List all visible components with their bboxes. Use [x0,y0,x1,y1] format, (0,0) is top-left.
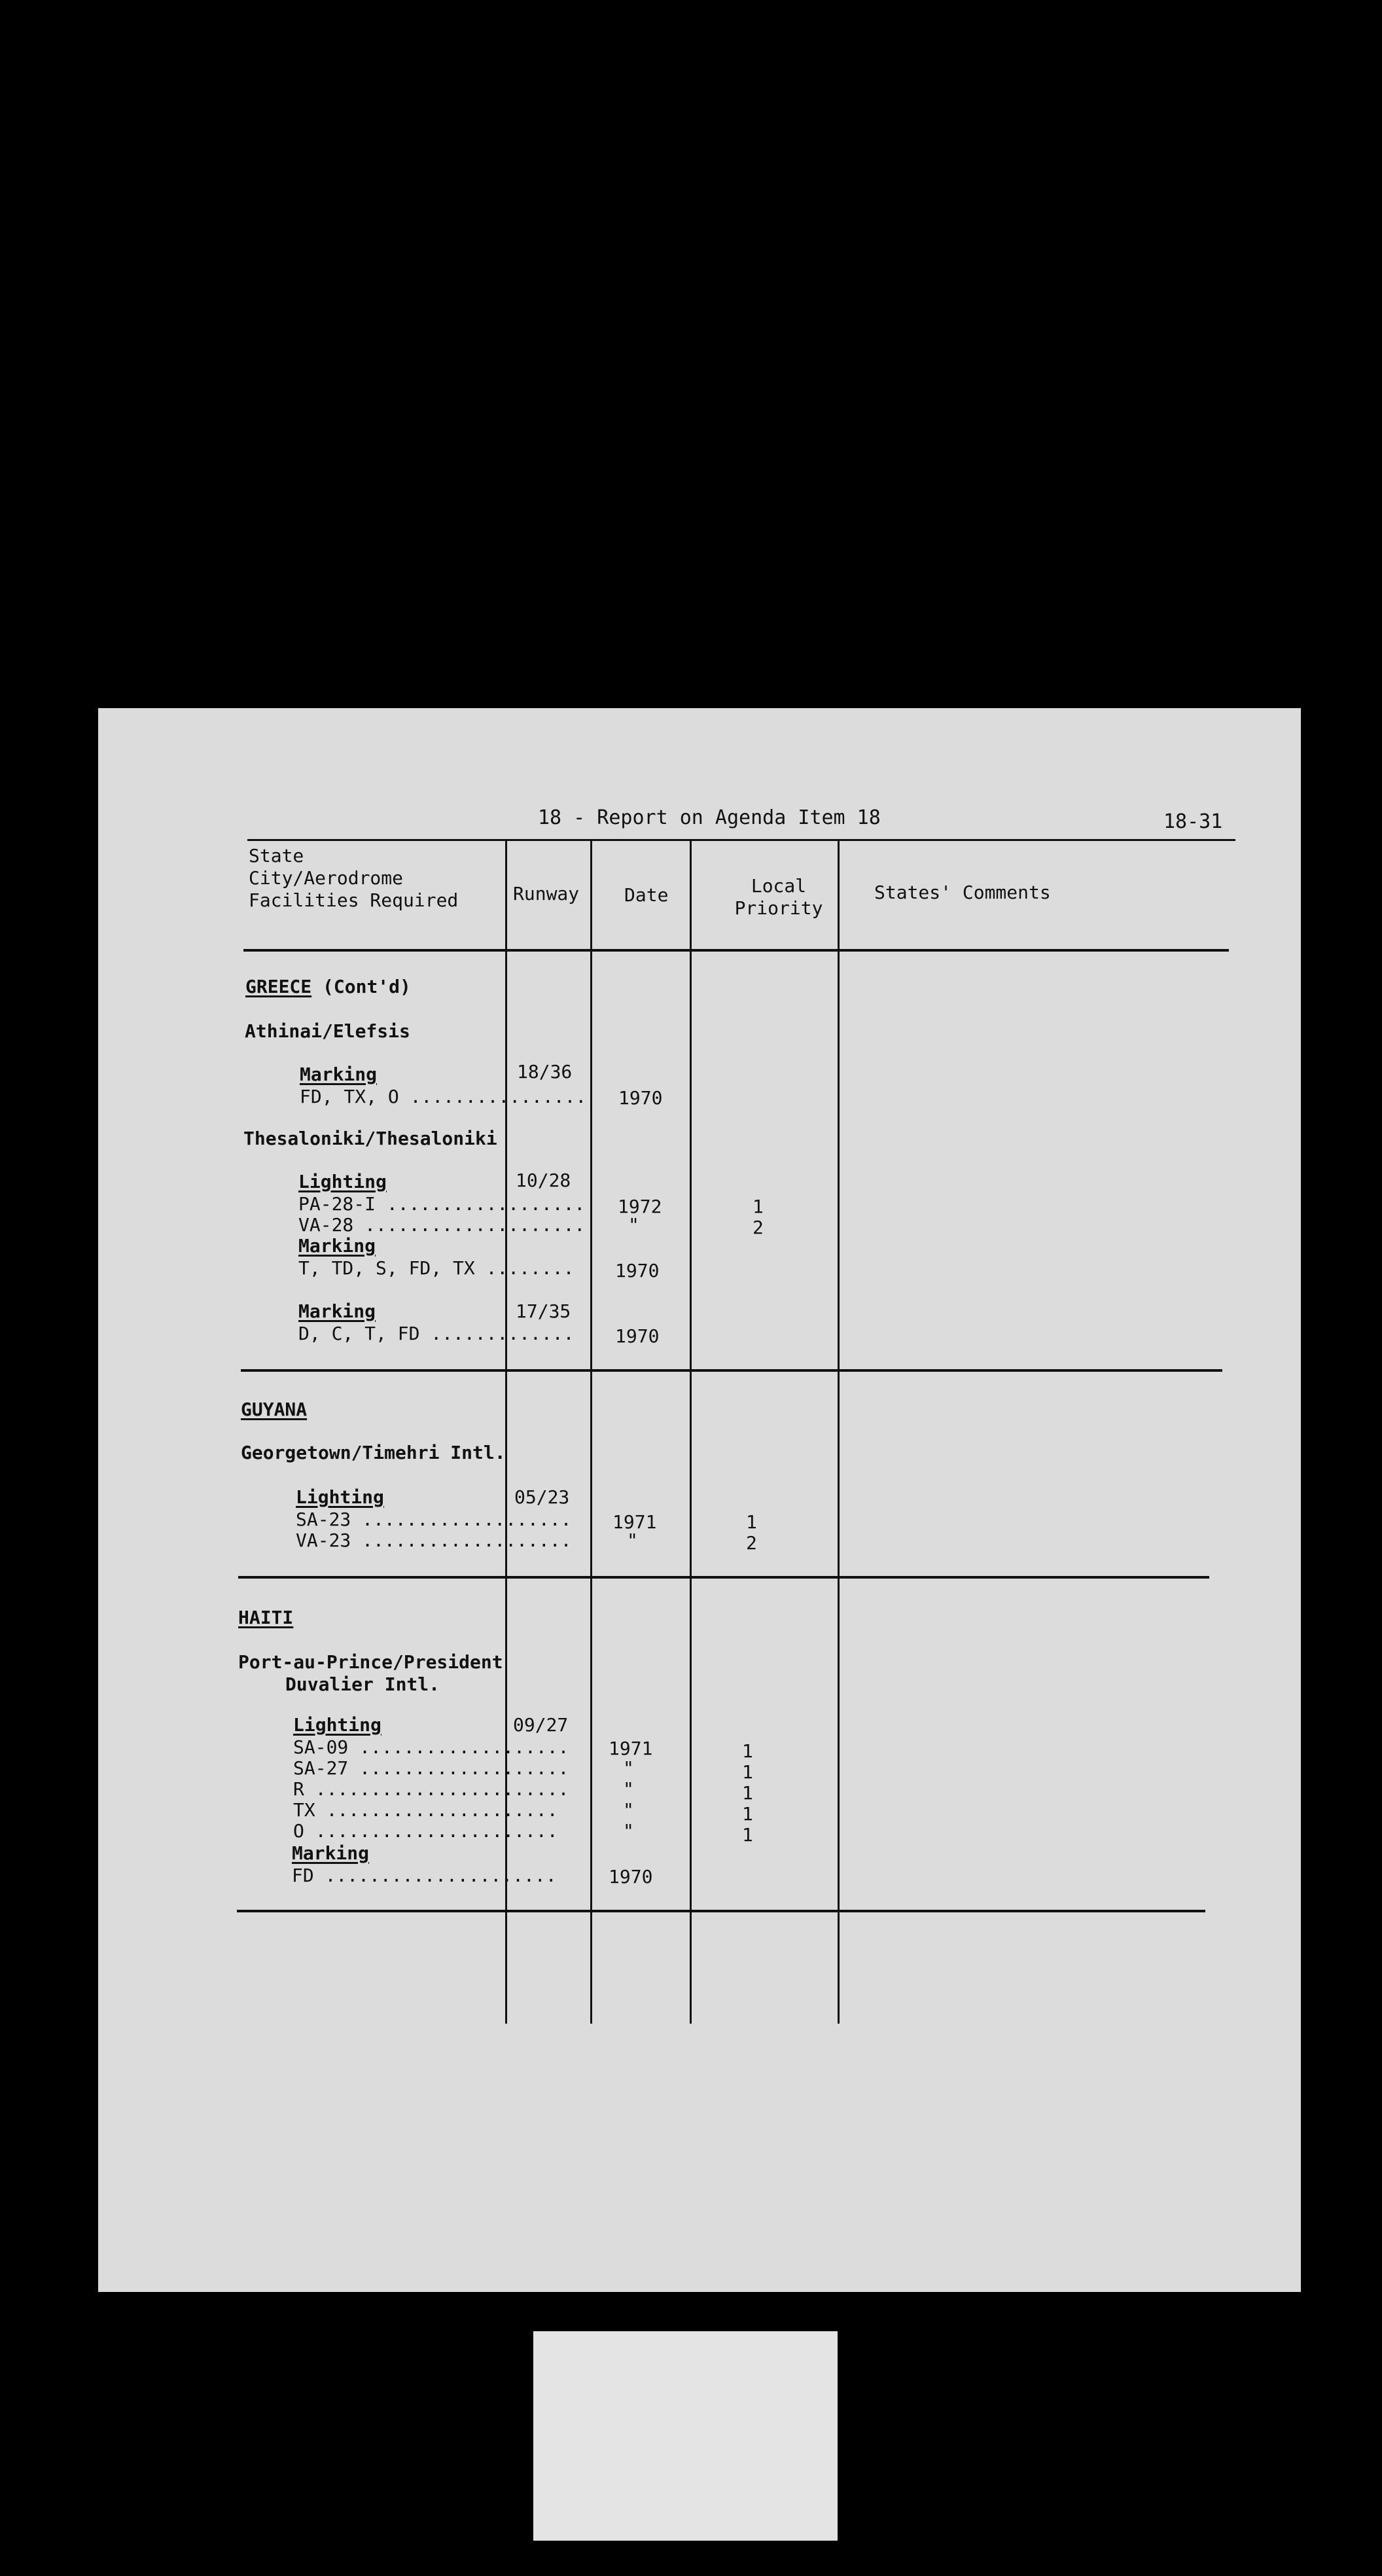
report-title: 18 - Report on Agenda Item 18 [538,806,881,829]
thesaloniki-row-4-date: 1970 [615,1325,660,1347]
city-athinai: Athinai/Elefsis [245,1020,410,1042]
state-guyana: GUYANA [241,1399,308,1420]
col-header-date: Date [624,884,669,906]
haiti-row-2: SA-27 ................... [293,1757,569,1779]
page-number: 18-31 [1163,810,1223,833]
haiti-row-4-date: " [623,1799,634,1821]
thesaloniki-row-2-date: " [628,1214,639,1236]
haiti-row-1-priority: 1 [742,1740,753,1762]
georgetown-lighting-heading: Lighting [296,1486,384,1508]
col-header-priority-2: Priority [734,897,823,919]
col-header-runway: Runway [513,883,580,904]
runway-column-line [505,840,507,2024]
thesaloniki-lighting-heading: Lighting [298,1171,387,1192]
comments-column-line [838,840,840,2024]
thesaloniki-runway-1: 10/28 [516,1170,571,1191]
state-greece-cont: (Cont'd) [323,976,411,997]
haiti-marking-heading: Marking [292,1842,370,1864]
state-haiti: HAITI [238,1607,294,1628]
col-header-facilities: Facilities Required [249,889,459,911]
priority-column-line [690,840,692,2024]
thesaloniki-row-1-date: 1972 [618,1196,662,1217]
georgetown-row-1: SA-23 ................... [296,1509,572,1530]
haiti-row-3: R ....................... [293,1778,569,1800]
haiti-row-3-priority: 1 [742,1782,753,1804]
georgetown-row-1-date: 1971 [612,1511,657,1533]
haiti-row-2-priority: 1 [742,1761,753,1783]
haiti-section-rule [237,1910,1205,1912]
georgetown-row-2: VA-23 ................... [296,1530,572,1551]
haiti-runway: 09/27 [513,1714,569,1736]
haiti-row-4-priority: 1 [742,1803,753,1825]
haiti-row-5-priority: 1 [742,1824,753,1846]
haiti-lighting-heading: Lighting [293,1714,381,1736]
col-header-city: City/Aerodrome [249,867,404,889]
thesaloniki-runway-2: 17/35 [516,1300,571,1322]
header-rule [247,839,1235,841]
athinai-row-1: FD, TX, O ................ [300,1086,587,1107]
haiti-row-1-date: 1971 [609,1738,653,1759]
thesaloniki-row-4: D, C, T, FD ............. [298,1323,575,1344]
state-greece-name: GREECE [245,976,312,997]
thesaloniki-marking-heading-2: Marking [298,1300,376,1322]
col-header-priority-1: Local [751,875,807,897]
haiti-row-6-date: 1970 [609,1866,653,1887]
haiti-row-3-date: " [623,1778,634,1800]
col-header-state: State [249,845,304,867]
georgetown-row-1-priority: 1 [746,1511,757,1533]
thesaloniki-marking-heading-1: Marking [298,1235,376,1257]
thesaloniki-row-2: VA-28 .................... [298,1214,586,1236]
haiti-row-4: TX ..................... [293,1799,558,1821]
georgetown-row-2-date: " [627,1530,638,1551]
haiti-row-6: FD ..................... [292,1865,557,1886]
haiti-row-5-date: " [623,1820,634,1842]
thesaloniki-row-1-priority: 1 [753,1196,764,1217]
city-georgetown: Georgetown/Timehri Intl. [241,1442,506,1463]
georgetown-runway: 05/23 [514,1486,570,1508]
thesaloniki-row-1: PA-28-I .................. [298,1193,586,1215]
athinai-row-1-date: 1970 [618,1087,663,1109]
guyana-section-rule [238,1576,1209,1579]
city-port-au-prince-2: Duvalier Intl. [285,1673,440,1695]
header-bottom-rule [243,949,1229,952]
city-thesaloniki: Thesaloniki/Thesaloniki [243,1128,497,1149]
thesaloniki-row-3-date: 1970 [615,1260,660,1281]
haiti-row-2-date: " [623,1757,634,1779]
blank-paper-slip [533,2331,838,2541]
city-port-au-prince-1: Port-au-Prince/President [238,1651,503,1673]
haiti-row-1: SA-09 ................... [293,1736,569,1758]
thesaloniki-row-2-priority: 2 [753,1217,764,1238]
athinai-marking-heading: Marking [300,1064,378,1085]
col-header-comments: States' Comments [874,882,1051,903]
haiti-row-5: O ...................... [293,1820,558,1842]
date-column-line [590,840,592,2024]
document-page [98,708,1301,2292]
georgetown-row-2-priority: 2 [746,1532,757,1554]
greece-section-rule [241,1369,1222,1372]
athinai-runway: 18/36 [517,1061,573,1082]
thesaloniki-row-3: T, TD, S, FD, TX ........ [298,1257,575,1279]
state-greece [245,976,411,997]
